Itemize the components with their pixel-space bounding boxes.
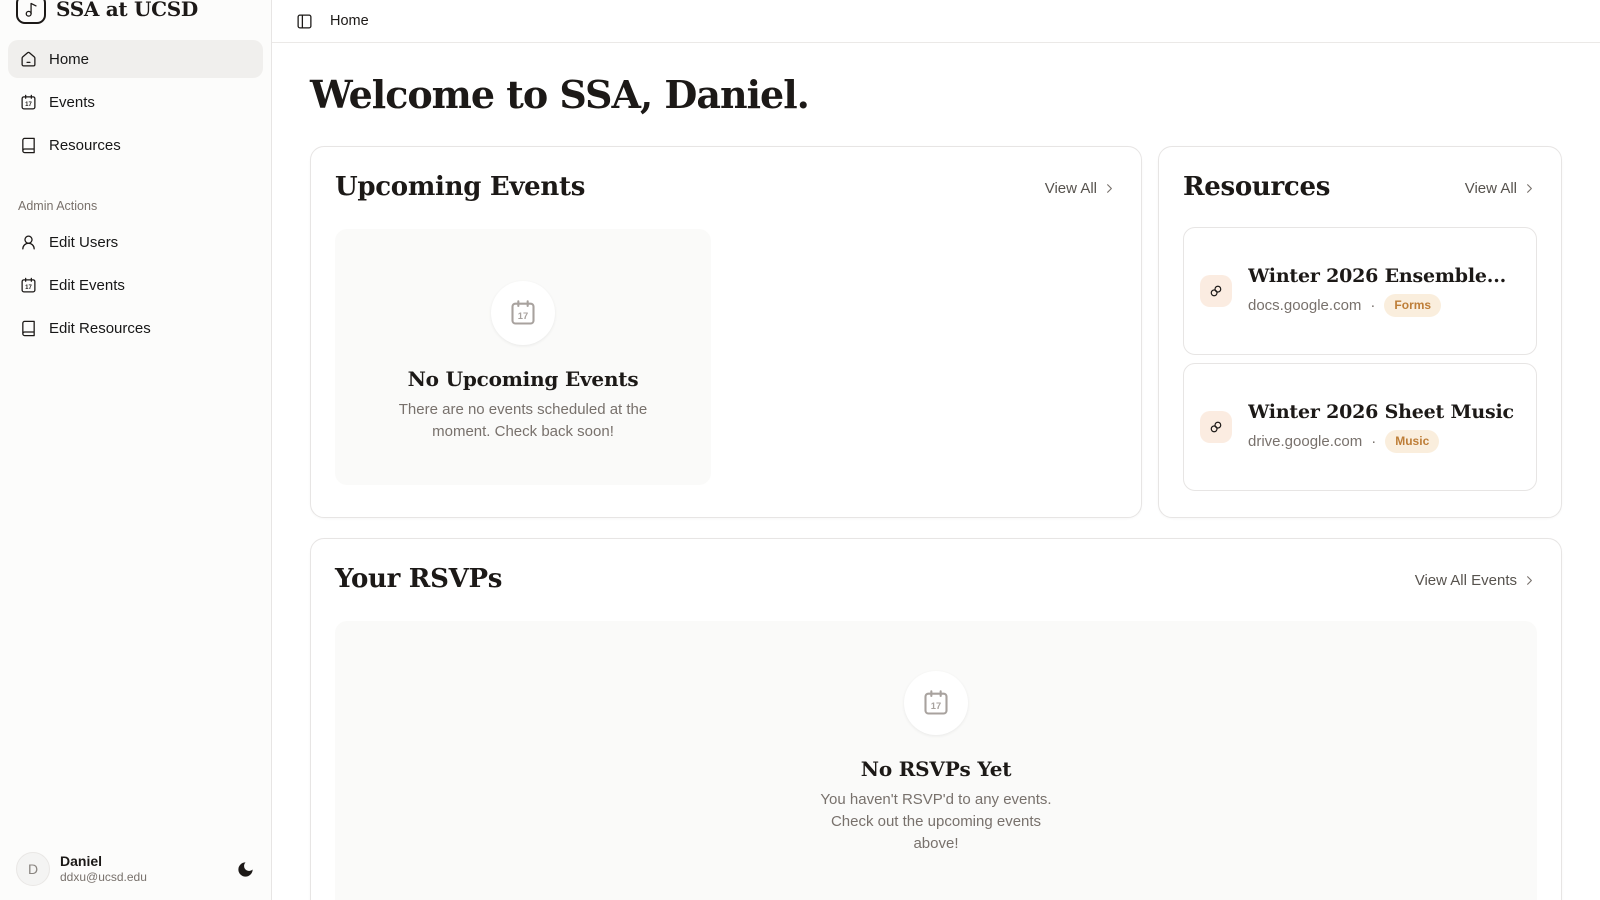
- resource-meta: [1248, 294, 1506, 317]
- user-email: ddxu@ucsd.edu: [60, 869, 147, 884]
- sidebar-item-label: Edit Users: [49, 233, 119, 251]
- app-logo[interactable]: [16, 0, 263, 24]
- upcoming-events-empty-state: [335, 229, 711, 485]
- upcoming-events-view-all-link[interactable]: [1045, 180, 1117, 197]
- sidebar-item-edit-resources[interactable]: [8, 309, 263, 347]
- resource-list: [1183, 227, 1537, 491]
- resources-title: Resources: [1183, 172, 1331, 203]
- resource-tag-badge: Music: [1385, 430, 1439, 453]
- resource-body: [1248, 265, 1506, 317]
- empty-state-message: There are no events scheduled at the moment. Check back soon!: [398, 401, 648, 440]
- resource-tag-badge: Forms: [1384, 294, 1441, 317]
- link-icon: [1200, 411, 1232, 443]
- page-content: [272, 43, 1600, 900]
- sidebar-item-edit-events[interactable]: [8, 266, 263, 304]
- topbar: [272, 0, 1600, 43]
- calendar-17-icon: [904, 671, 968, 735]
- calendar-17-icon: [491, 281, 555, 345]
- sidebar-item-label: Events: [49, 93, 95, 111]
- user-name: Daniel: [60, 852, 103, 869]
- sidebar: [0, 0, 272, 900]
- resource-item-winter-2026-sheet-music[interactable]: [1183, 363, 1537, 491]
- breadcrumb: Home: [330, 13, 369, 29]
- card-header: [335, 563, 1537, 597]
- chevron-right-icon: [1522, 573, 1537, 588]
- card-header: [1183, 171, 1537, 205]
- music-note-icon: [16, 0, 46, 24]
- book-icon: [20, 137, 37, 154]
- resource-meta: [1248, 430, 1514, 453]
- resources-view-all-link[interactable]: [1465, 180, 1537, 197]
- your-rsvps-title: Your RSVPs: [335, 564, 503, 595]
- resource-title: Winter 2026 Sheet Music: [1248, 401, 1514, 424]
- panel-left-icon: [296, 13, 313, 30]
- upcoming-events-title: Upcoming Events: [335, 172, 586, 203]
- svg-text:17: 17: [25, 101, 32, 108]
- resource-domain: drive.google.com: [1248, 433, 1363, 451]
- chevron-right-icon: [1522, 181, 1537, 196]
- sidebar-item-label: Edit Events: [49, 276, 125, 294]
- dashboard-cards-row: [310, 146, 1562, 518]
- sidebar-admin-nav: [8, 223, 263, 352]
- house-icon: [20, 51, 37, 68]
- page-title: Welcome to SSA, Daniel.: [310, 72, 809, 117]
- empty-state-message: You haven't RSVP'd to any events. Check out the upcoming events above!: [820, 791, 1052, 852]
- meta-separator: ·: [1370, 297, 1376, 315]
- svg-text:17: 17: [930, 700, 942, 711]
- user-menu[interactable]: [8, 852, 263, 886]
- empty-state-title: No RSVPs Yet: [860, 757, 1012, 782]
- sidebar-nav: [8, 40, 263, 169]
- sidebar-item-label: Resources: [49, 136, 121, 154]
- sidebar-item-resources[interactable]: [8, 126, 263, 164]
- view-all-label: View All: [1044, 179, 1097, 197]
- calendar-icon: [20, 277, 37, 294]
- sidebar-toggle-button[interactable]: [296, 13, 313, 30]
- your-rsvps-card: [310, 538, 1562, 900]
- upcoming-events-card: [310, 146, 1142, 518]
- chevron-right-icon: [1102, 181, 1117, 196]
- resource-domain: docs.google.com: [1248, 297, 1362, 315]
- resources-card: [1158, 146, 1562, 518]
- empty-state-title: No Upcoming Events: [407, 367, 639, 392]
- svg-text:17: 17: [25, 284, 32, 291]
- dark-mode-toggle[interactable]: [236, 860, 255, 879]
- admin-actions-label: Admin Actions: [18, 199, 98, 213]
- meta-separator: ·: [1371, 433, 1377, 451]
- calendar-icon: [20, 94, 37, 111]
- resource-title: Winter 2026 Ensemble...: [1248, 265, 1507, 288]
- link-icon: [1200, 275, 1232, 307]
- resource-body: [1248, 401, 1514, 453]
- svg-text:17: 17: [517, 310, 529, 321]
- rsvps-empty-state: [335, 621, 1537, 900]
- sidebar-item-edit-users[interactable]: [8, 223, 263, 261]
- app-title: SSA at UCSD: [56, 0, 198, 21]
- rsvps-view-all-events-link[interactable]: [1415, 572, 1537, 589]
- user-info: [60, 853, 147, 885]
- moon-icon: [236, 860, 255, 879]
- view-all-label: View All Events: [1414, 571, 1517, 589]
- book-icon: [20, 320, 37, 337]
- view-all-label: View All: [1464, 179, 1517, 197]
- sidebar-item-events[interactable]: [8, 83, 263, 121]
- main-column: [272, 0, 1600, 900]
- resource-item-winter-2026-ensemble[interactable]: [1183, 227, 1537, 355]
- card-header: [335, 171, 1117, 205]
- user-icon: [20, 234, 37, 251]
- avatar: D: [16, 852, 50, 886]
- sidebar-item-label: Edit Resources: [49, 319, 151, 337]
- sidebar-item-label: Home: [49, 50, 90, 68]
- sidebar-item-home[interactable]: [8, 40, 263, 78]
